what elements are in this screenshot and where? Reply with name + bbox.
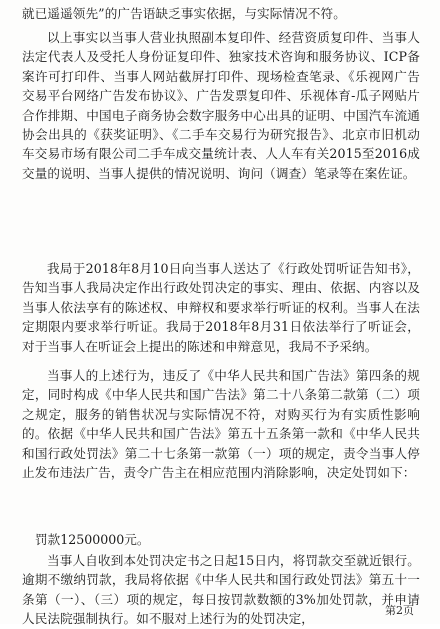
- paragraph-evidence: 以上事实以当事人营业执照副本复印件、经营资质复印件、当事人法定代表人及受托人身份证复印件、独家技术咨询和服务协议、ICP备案许可打印件、当事人网站截屏打印件、现场检查笔录、《乐视网广告交易平台网络广告发布协议》、广告发票复印件、乐视体育-瓜子网贴片合作排期、中国电子商务协会数字服务中心出具的证明、中国汽车流通协会出具的《获奖证明》、《二手车交易行为研究报告》、北京市旧机动车交易市场有限公司二手车成交量统计表、人人车有关2015至2016成交量的说明、当事人提供的情况说明、询问（调查）笔录等在案佐证。: [22, 30, 420, 181]
- paragraph-continuation: 就已遥遥领先”的广告语缺乏事实依据，与实际情况不符。: [22, 6, 346, 21]
- paragraph-payment: 当事人自收到本处罚决定书之日起15日内，将罚款交至就近银行。逾期不缴纳罚款，我局将依据《中华人民共和国行政处罚法》第五十一条第（一）、（三）项的规定，每日按罚款数额的3%加处罚款，并申请人民法院强制执行。如不服对上述行为的处罚决定，: [22, 553, 420, 627]
- fine-amount: 罚款12500000元。: [35, 532, 150, 547]
- paragraph-violation: 当事人的上述行为，违反了《中华人民共和国广告法》第四条的规定，同时构成《中华人民共和国广告法》第二十八条第二款第（二）项之规定，服务的销售状况与实际情况不符，对购买行为有实质性影响的。依据《中华人民共和国广告法》第五十五条第一款和《中华人民共和国行政处罚法》第二十七条第一款第（一）项的规定，责令当事人停止发布违法广告，责令广告主在相应范围内消除影响，决定处罚如下：: [22, 368, 420, 481]
- paragraph-hearing: 我局于2018年8月10日向当事人送达了《行政处罚听证告知书》，告知当事人我局决定作出行政处罚决定的事实、理由、依据、内容以及当事人依法享有的陈述权、申辩权和要求举行听证的权利。当事人在法定期限内要求举行听证。我局于2018年8月31日依法举行了听证会，对于当事人在听证会上提出的陈述和申辩意见，我局不予采纳。: [22, 261, 420, 354]
- page-number: 第2页: [385, 604, 414, 617]
